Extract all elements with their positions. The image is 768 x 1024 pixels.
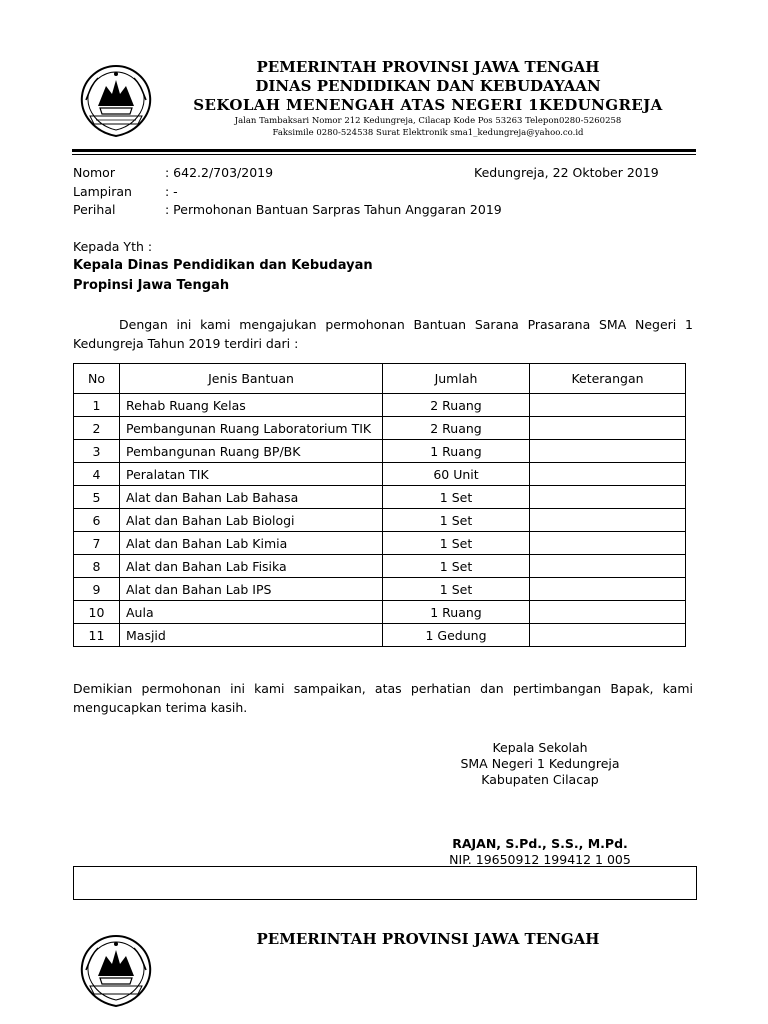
- cell-jumlah: 1 Ruang: [383, 440, 530, 463]
- cell-keterangan: [530, 624, 686, 647]
- table-header-row: [74, 364, 686, 394]
- letterhead-contact: Faksimile 0280-524538 Surat Elektronik sma1_kedungreja@yahoo.co.id: [272, 128, 584, 138]
- table-row: [74, 532, 686, 555]
- cell-jumlah: 1 Set: [383, 555, 530, 578]
- cell-jenis: Alat dan Bahan Lab Bahasa: [120, 486, 383, 509]
- perihal-value: : Permohonan Bantuan Sarpras Tahun Anggaran 2019: [165, 202, 502, 217]
- closing-paragraph: Demikian permohonan ini kami sampaikan, atas perhatian dan pertimbangan Bapak, kami mengucapkan terima kasih.: [73, 681, 693, 715]
- recipient-greeting: Kepada Yth :: [73, 239, 153, 254]
- cell-keterangan: [530, 463, 686, 486]
- intro-paragraph: Dengan ini kami mengajukan permohonan Bantuan Sarana Prasarana SMA Negeri 1 Kedungreja Tahun 2019 terdiri dari :: [73, 317, 693, 351]
- header-keterangan: Keterangan: [530, 364, 686, 394]
- recipient-name: Kepala Dinas Pendidikan dan Kebudayan: [73, 258, 373, 273]
- cell-keterangan: [530, 440, 686, 463]
- empty-box: [73, 866, 697, 900]
- cell-keterangan: [530, 417, 686, 440]
- cell-jenis: Alat dan Bahan Lab Kimia: [120, 532, 383, 555]
- letterhead: [72, 58, 696, 150]
- letterhead-rule-thick: [72, 149, 696, 152]
- letterhead-address: Jalan Tambaksari Nomor 212 Kedungreja, Cilacap Kode Pos 53263 Telepon0280-5260258: [234, 116, 622, 126]
- cell-jenis: Peralatan TIK: [120, 463, 383, 486]
- table-row: [74, 509, 686, 532]
- table-row: [74, 417, 686, 440]
- cell-jumlah: 1 Set: [383, 486, 530, 509]
- jawa-tengah-crest-icon: [76, 930, 156, 1010]
- cell-keterangan: [530, 509, 686, 532]
- letterhead-text: [160, 58, 696, 139]
- place-date: Kedungreja, 22 Oktober 2019: [474, 165, 659, 180]
- nomor-value: : 642.2/703/2019: [165, 165, 274, 180]
- letterhead-line-3: SEKOLAH MENENGAH ATAS NEGERI 1KEDUNGREJA: [193, 96, 663, 114]
- table-row: [74, 486, 686, 509]
- cell-jenis: Aula: [120, 601, 383, 624]
- letterhead-line-2: DINAS PENDIDIKAN DAN KEBUDAYAAN: [255, 77, 601, 95]
- nomor-label: Nomor: [73, 165, 115, 180]
- cell-no: 8: [74, 555, 120, 578]
- cell-keterangan: [530, 532, 686, 555]
- cell-keterangan: [530, 555, 686, 578]
- cell-jumlah: 60 Unit: [383, 463, 530, 486]
- header-no: No: [74, 364, 120, 394]
- cell-jenis: Pembangunan Ruang Laboratorium TIK: [120, 417, 383, 440]
- cell-jumlah: 2 Ruang: [383, 417, 530, 440]
- cell-jumlah: 1 Gedung: [383, 624, 530, 647]
- cell-jenis: Alat dan Bahan Lab Fisika: [120, 555, 383, 578]
- table-row: [74, 440, 686, 463]
- cell-no: 5: [74, 486, 120, 509]
- cell-jenis: Rehab Ruang Kelas: [120, 394, 383, 417]
- cell-jenis: Masjid: [120, 624, 383, 647]
- table-row: [74, 555, 686, 578]
- table-row: [74, 463, 686, 486]
- recipient-region: Propinsi Jawa Tengah: [73, 278, 230, 293]
- cell-jumlah: 1 Set: [383, 578, 530, 601]
- cell-no: 10: [74, 601, 120, 624]
- letterhead-line-1: PEMERINTAH PROVINSI JAWA TENGAH: [256, 58, 600, 76]
- cell-no: 2: [74, 417, 120, 440]
- cell-jenis: Alat dan Bahan Lab IPS: [120, 578, 383, 601]
- cell-keterangan: [530, 578, 686, 601]
- jawa-tengah-crest-icon: [76, 60, 156, 140]
- signature-district: Kabupaten Cilacap: [481, 772, 599, 787]
- table-row: [74, 578, 686, 601]
- cell-no: 1: [74, 394, 120, 417]
- signature-nip: NIP. 19650912 199412 1 005: [449, 852, 631, 867]
- table-row: [74, 394, 686, 417]
- table-row: [74, 624, 686, 647]
- cell-no: 4: [74, 463, 120, 486]
- cell-jumlah: 2 Ruang: [383, 394, 530, 417]
- cell-jumlah: 1 Ruang: [383, 601, 530, 624]
- header-jenis: Jenis Bantuan: [120, 364, 383, 394]
- lampiran-label: Lampiran: [73, 184, 132, 199]
- cell-no: 6: [74, 509, 120, 532]
- cell-jenis: Alat dan Bahan Lab Biologi: [120, 509, 383, 532]
- next-page-line-1: PEMERINTAH PROVINSI JAWA TENGAH: [256, 930, 600, 948]
- perihal-label: Perihal: [73, 202, 116, 217]
- lampiran-value: : -: [165, 184, 178, 199]
- table-row: [74, 601, 686, 624]
- assistance-table: [73, 363, 686, 647]
- next-page-letterhead-text: [160, 930, 696, 949]
- cell-keterangan: [530, 394, 686, 417]
- cell-no: 9: [74, 578, 120, 601]
- cell-no: 3: [74, 440, 120, 463]
- header-jumlah: Jumlah: [383, 364, 530, 394]
- cell-jenis: Pembangunan Ruang BP/BK: [120, 440, 383, 463]
- cell-keterangan: [530, 486, 686, 509]
- signature-name: RAJAN, S.Pd., S.S., M.Pd.: [452, 836, 628, 851]
- signature-title: Kepala Sekolah: [492, 740, 588, 755]
- signature-school: SMA Negeri 1 Kedungreja: [460, 756, 620, 771]
- next-page-letterhead: [72, 928, 696, 1024]
- cell-jumlah: 1 Set: [383, 509, 530, 532]
- cell-no: 7: [74, 532, 120, 555]
- cell-jumlah: 1 Set: [383, 532, 530, 555]
- cell-keterangan: [530, 601, 686, 624]
- cell-no: 11: [74, 624, 120, 647]
- letterhead-rule-thin: [72, 154, 696, 155]
